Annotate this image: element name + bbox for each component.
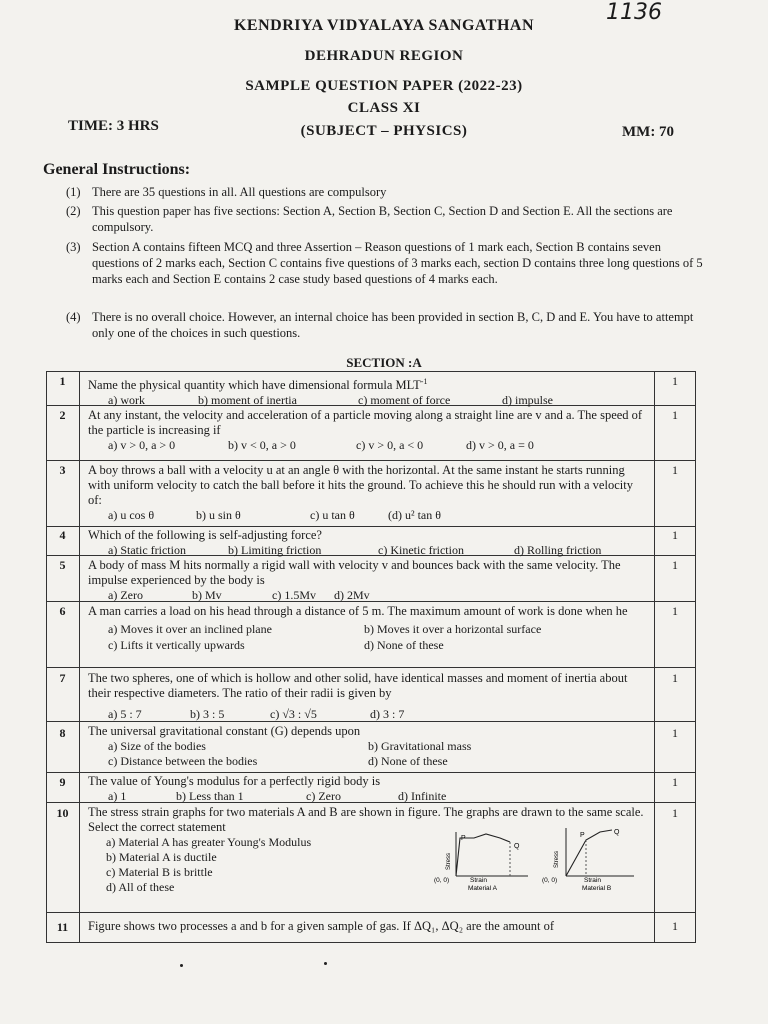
point-p-label: P	[461, 835, 466, 842]
row-divider	[46, 371, 696, 372]
options-row	[88, 508, 648, 523]
option-d: d) impulse	[502, 393, 553, 408]
question-number: 6	[59, 604, 66, 618]
question-number: 5	[59, 558, 66, 572]
row-divider	[46, 526, 696, 527]
option-c: c) Distance between the bodies	[108, 754, 258, 768]
question-marks: 1	[672, 604, 678, 618]
question-5	[88, 558, 648, 603]
table-border	[79, 371, 80, 943]
option-d: d) 3 : 7	[370, 707, 405, 721]
stress-strain-graph-a	[428, 828, 538, 901]
option-a: a) 5 : 7	[108, 707, 142, 721]
question-text: Name the physical quantity which have dimensional formula MLT	[88, 378, 421, 393]
option-c: c) √3 : √5	[270, 707, 317, 721]
question-8	[88, 724, 648, 769]
point-q-label: Q	[514, 843, 520, 850]
question-number: 7	[59, 671, 66, 685]
options-row	[88, 543, 648, 558]
question-7	[88, 671, 648, 722]
question-2	[88, 408, 648, 453]
option-b: b) Material A is ductile	[106, 850, 217, 864]
question-text: Figure shows two processes a and b for a given sample of gas. If ΔQ₁, ΔQ₂ are the amount of	[88, 919, 554, 933]
question-text: A man carries a load on his head through a distance of 5 m. The maximum amount of work is done when he	[88, 604, 628, 618]
option-a: a) Moves it over an inclined plane	[108, 622, 272, 636]
options-row	[88, 754, 648, 769]
row-divider	[46, 772, 696, 773]
option-c: c) 1.5Mv	[272, 588, 316, 602]
options-row	[88, 739, 648, 754]
question-marks: 1	[672, 806, 678, 820]
option-c: c) Zero	[306, 789, 341, 803]
question-marks: 1	[672, 374, 678, 388]
question-marks: 1	[672, 726, 678, 740]
question-text: The stress strain graphs for two materials A and B are shown in figure. The graphs are drawn to the same scale. Select the correct statement	[88, 805, 644, 834]
instruction-item	[66, 309, 706, 341]
question-marks: 1	[672, 463, 678, 477]
y-axis-label: Stress	[554, 850, 560, 868]
origin-label: (0, 0)	[542, 877, 558, 884]
question-text: A body of mass M hits normally a rigid wall with velocity v and bounces back with the same velocity. The impulse experienced by the body is	[88, 558, 621, 587]
option-d: d) None of these	[368, 754, 448, 768]
question-text: The value of Young's modulus for a perfectly rigid body is	[88, 774, 381, 788]
question-number: 3	[59, 463, 66, 477]
option-d: (d) u² tan θ	[388, 508, 441, 522]
option-c: c) v > 0, a < 0	[356, 438, 424, 452]
option-b: b) v < 0, a > 0	[228, 438, 296, 452]
question-number: 9	[59, 775, 66, 789]
question-number: 1	[59, 374, 66, 388]
options-row	[88, 438, 648, 453]
question-6	[88, 604, 648, 654]
option-a: a) u cos θ	[108, 508, 155, 522]
question-9	[88, 774, 648, 804]
point-p-label: P	[580, 832, 585, 839]
option-a: a) Static friction	[108, 543, 186, 557]
row-divider	[46, 912, 696, 913]
question-marks: 1	[672, 528, 678, 542]
question-marks: 1	[672, 408, 678, 422]
question-4	[88, 528, 648, 558]
option-b: b) 3 : 5	[190, 707, 225, 721]
option-a: a) Material A has greater Young's Modulus	[106, 835, 312, 849]
option-c: c) u tan θ	[310, 508, 355, 522]
curve-b	[566, 830, 612, 876]
stress-strain-graph-b	[540, 824, 640, 901]
row-divider	[46, 460, 696, 461]
question-11	[88, 919, 648, 934]
region-name: DEHRADUN REGION	[304, 48, 464, 64]
question-marks: 1	[672, 671, 678, 685]
subject-label: (SUBJECT – PHYSICS)	[300, 123, 468, 139]
option-b: b) Mv	[192, 588, 222, 602]
handwritten-number: 1136	[606, 0, 662, 25]
table-border	[695, 371, 696, 943]
option-a: a) Size of the bodies	[108, 739, 206, 753]
option-d: d) v > 0, a = 0	[466, 438, 534, 452]
y-axis-label: Stress	[446, 852, 452, 870]
option-b: b) Less than 1	[176, 789, 244, 803]
option-a: a) v > 0, a > 0	[108, 438, 176, 452]
option-c: c) Lifts it vertically upwards	[108, 638, 245, 652]
option-b: b) moment of inertia	[198, 393, 297, 408]
option-d: d) Rolling friction	[514, 543, 602, 557]
options-row	[88, 789, 648, 804]
instruction-num: (2)	[66, 204, 81, 218]
question-marks: 1	[672, 919, 678, 933]
question-text: At any instant, the velocity and acceleration of a particle moving along a straight line are v and a. The speed of the particle is increasing if	[88, 408, 643, 437]
material-label: Material B	[582, 885, 612, 892]
max-marks-label: MM: 70	[622, 124, 675, 140]
option-a: a) work	[108, 393, 145, 408]
time-label: TIME: 3 HRS	[68, 118, 159, 134]
question-text: The universal gravitational constant (G) depends upon	[88, 724, 361, 738]
origin-label: (0, 0)	[434, 877, 450, 884]
instruction-text: This question paper has five sections: Section A, Section B, Section C, Section D and Section E. All the sections are compulsory.	[92, 204, 673, 234]
options-row	[88, 622, 648, 638]
row-divider	[46, 942, 696, 943]
scan-dot	[180, 964, 183, 967]
instruction-num: (4)	[66, 310, 81, 324]
options-row	[88, 393, 648, 408]
option-d: d) None of these	[364, 638, 444, 652]
option-b: b) u sin θ	[196, 508, 241, 522]
question-sup: -1	[420, 377, 428, 386]
option-c: c) Material B is brittle	[106, 865, 213, 879]
question-number: 10	[56, 806, 69, 820]
question-number: 2	[59, 408, 66, 422]
option-d: d) Infinite	[398, 789, 447, 803]
instruction-num: (1)	[66, 185, 81, 199]
option-d: d) All of these	[106, 880, 175, 894]
table-border	[46, 371, 47, 943]
option-b: b) Limiting friction	[228, 543, 322, 557]
org-name: KENDRIYA VIDYALAYA SANGATHAN	[233, 17, 534, 34]
question-text: A boy throws a ball with a velocity u at an angle θ with the horizontal. At the same instant he starts running with uniform velocity to catch the ball before it hits the ground. To achieve this he should run with a velocity of:	[88, 463, 633, 507]
material-label: Material A	[468, 885, 497, 892]
option-a: a) 1	[108, 789, 127, 803]
options-row	[88, 707, 648, 722]
option-a: a) Zero	[108, 588, 143, 602]
instruction-text: Section A contains fifteen MCQ and three Assertion – Reason questions of 1 mark each, Section B contains seven questions of 2 marks each, Section C contains five questions of 3 marks each, section D contains three long questions of 5 marks each and Section E contains 2 case study based questions of 4 marks each.	[92, 240, 703, 286]
option-d: d) 2Mv	[334, 588, 370, 602]
option-c: c) moment of force	[358, 393, 451, 408]
table-border	[654, 371, 655, 943]
options-row	[88, 638, 648, 654]
class-label: CLASS XI	[347, 100, 421, 116]
section-title: SECTION :A	[346, 355, 422, 370]
question-number: 11	[56, 920, 69, 934]
question-text: Which of the following is self-adjusting force?	[88, 528, 322, 542]
option-b: b) Moves it over a horizontal surface	[364, 622, 542, 636]
instruction-num: (3)	[66, 240, 81, 254]
question-number: 4	[59, 528, 66, 542]
instruction-text: There is no overall choice. However, an internal choice has been provided in section B, C, D and E. You have to attempt only one of the choices in such questions.	[92, 310, 694, 340]
question-marks: 1	[672, 775, 678, 789]
question-3	[88, 463, 648, 523]
instruction-item	[66, 184, 706, 200]
x-axis-label: Strain	[584, 877, 601, 884]
options-row	[88, 588, 648, 603]
option-c: c) Kinetic friction	[378, 543, 464, 557]
scan-dot	[324, 962, 327, 965]
question-1	[88, 374, 648, 408]
paper-title: SAMPLE QUESTION PAPER (2022-23)	[245, 78, 523, 94]
point-q-label: Q	[614, 829, 620, 836]
option-b: b) Gravitational mass	[368, 739, 472, 753]
x-axis-label: Strain	[470, 877, 487, 884]
question-text: The two spheres, one of which is hollow and other solid, have identical masses and moment of inertia about their respective diameters. The ratio of their radii is given by	[88, 671, 628, 700]
instruction-item	[66, 239, 706, 287]
instruction-text: There are 35 questions in all. All questions are compulsory	[92, 185, 387, 199]
instruction-item	[66, 203, 706, 235]
question-number: 8	[59, 726, 66, 740]
row-divider	[46, 667, 696, 668]
instructions-title: General Instructions:	[43, 161, 191, 178]
question-marks: 1	[672, 558, 678, 572]
